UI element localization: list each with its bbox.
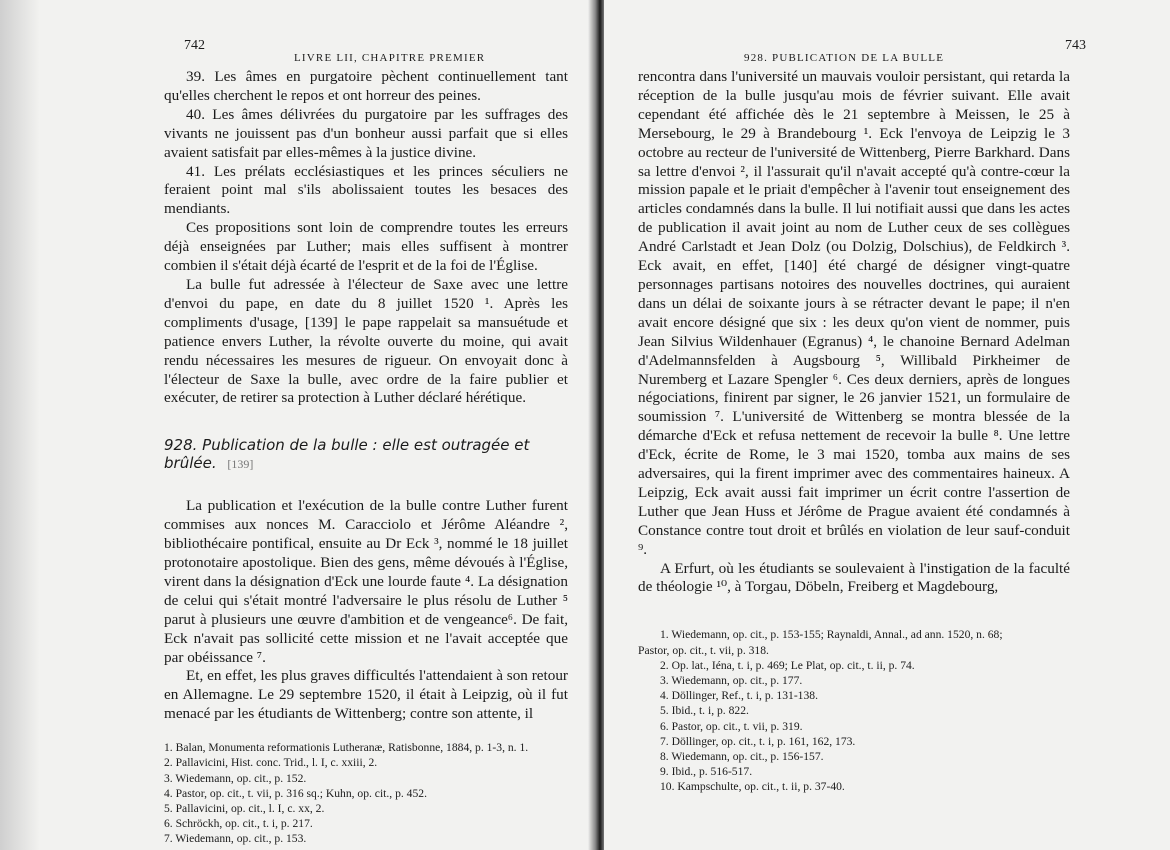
footnote: 1. Balan, Monumenta reformationis Lutheranæ, Ratisbonne, 1884, p. 1-3, n. 1. — [164, 741, 529, 755]
proposition-39: 39. Les âmes en purgatoire pèchent continuellement tant qu'elles cherchent le repos et ont horreur des peines. — [164, 68, 568, 104]
right-page-header — [638, 38, 1086, 64]
left-page-header — [164, 38, 568, 64]
footnote: 3. Wiedemann, op. cit., p. 177. — [660, 673, 803, 687]
footnote: 2. Pallavicini, Hist. conc. Trid., l. I, c. xxiii, 2. — [164, 756, 378, 770]
footnote: 7. Wiedemann, op. cit., p. 153. — [164, 832, 307, 846]
paragraph-rencontra: rencontra dans l'université un mauvais vouloir persistant, qui retarda la réception de la bulle jusqu'au mois de février suivant. Elle avait cependant été affichée dès le 21 septembre à Meissen, le 25 à Mersebourg, le 29 à Brandebourg ¹. Eck l'envoya de Leipzig le 3 octobre au recteur de l'université de Wittenberg, Pierre Barkhard. Dans sa lettre d'envoi ², il l'assurait qu'il n'avait accepté qu'à contre-cœur la mission papale et le priait d'empêcher à l'avenir tout enseignement des articles condamnés dans la bulle. Il lui notifiait aussi que dans les actes de publication il avait joint au nom de Luther ceux de ses collègues André Carlstadt et Jean Dolz (ou Dolzig, Dolschius), de Feldkirch ³. Eck avait, en effet, [140] été chargé de désigner vingt-quatre personnages partisans notoires des nouvelles doctrines, qui auraient dans un délai de soixante jours à se rétracter devant le pape; il n'en avait encore désigné que six : les deux qu'on vient de nommer, puis Jean Silvius Wildenhauer (Egranus) ⁴, le chanoine Bernard Adelman d'Adelmannsfelden à Augsbourg ⁵, Willibald Pirkheimer de Nuremberg et Lazare Spengler ⁶. Ces deux derniers, après de longues négociations, finirent par signer, le 26 janvier 1521, un formulaire de soumission ⁷. L'université de Wittenberg se montra blessée de la démarche d'Eck et refusa nettement de recevoir la bulle ⁸. Une lettre d'Eck, écrite de Rome, le 3 mai 1520, tomba aux mains de ses adversaires, qui la firent imprimer avec des commentaires haineux. A Leipzig, Eck avait aussi fait imprimer un écrit contre l'assertion de Luther que Jean Huss et Jérôme de Prague avaient été condamnés à Constance contre tout droit et brûlés en violation de leur sauf-conduit ⁹. — [638, 68, 1070, 558]
paragraph-propositions-summary: Ces propositions sont loin de comprendre toutes les erreurs déjà enseignées par Luther; mais elles suffisent à montrer combien il s'était déjà écarté de l'esprit et de la foi de l'Église. — [164, 219, 568, 275]
footnote: 10. Kampschulte, op. cit., t. ii, p. 37-40. — [660, 780, 845, 794]
paragraph-difficultes: Et, en effet, les plus graves difficultés l'attendaient à son retour en Allemagne. Le 29 septembre 1520, il était à Leipzig, où il fut menacé par les étudiants de Wittenberg; contre son attente, il — [164, 667, 568, 723]
footnote: 9. Ibid., p. 516-517. — [660, 765, 753, 779]
footnote: 2. Op. lat., Iéna, t. i, p. 469; Le Plat, op. cit., t. ii, p. 74. — [660, 658, 915, 672]
footnote: Pastor, op. cit., t. vii, p. 318. — [638, 643, 769, 657]
footnote: 5. Pallavicini, op. cit., l. I, c. xx, 2. — [164, 802, 325, 815]
right-page-body — [638, 68, 1070, 597]
section-heading-text: 928. Publication de la bulle : elle est outragée et brûlée. — [164, 436, 530, 473]
left-page-body — [164, 68, 568, 724]
left-page-number: 742 — [184, 38, 205, 53]
right-page — [604, 0, 1170, 850]
left-footnotes — [164, 740, 568, 846]
footnote: 4. Döllinger, Ref., t. i, p. 131-138. — [660, 689, 818, 703]
right-running-title: 928. PUBLICATION DE LA BULLE — [744, 52, 945, 64]
section-heading — [164, 436, 568, 473]
footnote: 1. Wiedemann, op. cit., p. 153-155; Raynaldi, Annal., ad ann. 1520, n. 68; — [660, 628, 1003, 642]
footnote: 8. Wiedemann, op. cit., p. 156-157. — [660, 750, 824, 763]
paragraph-bulle-adressee: La bulle fut adressée à l'électeur de Saxe avec une lettre d'envoi du pape, en date du 8 juillet 1520 ¹. Après les compliments d'usage, [139] le pape rappelait sa mansuétude et patience envers Luther, la révolte ouverte du moine, qui avait rendu nécessaires les mesures de rigueur. On envoyait donc à l'électeur de Saxe la bulle, avec ordre de la faire publier et exécuter, de retirer sa protection à Luther déclaré hérétique. — [164, 275, 568, 407]
footnote: 4. Pastor, op. cit., t. vii, p. 316 sq.; Kuhn, op. cit., p. 452. — [164, 786, 427, 800]
footnote: 7. Döllinger, op. cit., t. i, p. 161, 162, 173. — [660, 734, 856, 748]
footnote: 6. Pastor, op. cit., t. vii, p. 319. — [660, 719, 803, 733]
left-running-title: LIVRE LII, CHAPITRE PREMIER — [294, 52, 486, 64]
paragraph-publication: La publication et l'exécution de la bulle contre Luther furent commises aux nonces M. Caracciolo et Jérôme Aléandre ², bibliothécaire pontifical, ensuite au Dr Eck ³, nommé le 18 juillet protonotaire apostolique. Bien des gens, même dévoués à l'Église, virent dans la désignation d'Eck une lourde faute ⁴. La désignation de celui qui s'était montré l'adversaire le plus résolu de Luther ⁵ parut à plusieurs une œuvre d'ambition et de vengeance⁶. De fait, Eck n'avait pas sollicité cette mission et ne l'avait acceptée que par obéissance ⁷. — [164, 497, 568, 666]
footnote: 3. Wiedemann, op. cit., p. 152. — [164, 771, 307, 785]
proposition-41: 41. Les prélats ecclésiastiques et les princes séculiers ne feraient point mal s'ils abolissaient toutes les besaces des mendiants. — [164, 162, 568, 218]
footnote: 5. Ibid., t. i, p. 822. — [660, 704, 749, 718]
footnote: 6. Schröckh, op. cit., t. i, p. 217. — [164, 817, 313, 831]
right-footnotes — [638, 627, 1070, 794]
right-page-number: 743 — [1065, 38, 1086, 53]
proposition-40: 40. Les âmes délivrées du purgatoire par les suffrages des vivants ne jouissent pas d'un bonheur aussi parfait que si elles avaient satisfait par elles-mêmes à la justice divine. — [164, 105, 568, 161]
page-edge-shadow — [0, 0, 40, 850]
paragraph-erfurt: A Erfurt, où les étudiants se soulevaient à l'instigation de la faculté de théologie ¹⁰, à Torgau, Döbeln, Freiberg et Magdebourg, — [638, 559, 1070, 596]
section-margin-mark: [139] — [227, 457, 254, 472]
